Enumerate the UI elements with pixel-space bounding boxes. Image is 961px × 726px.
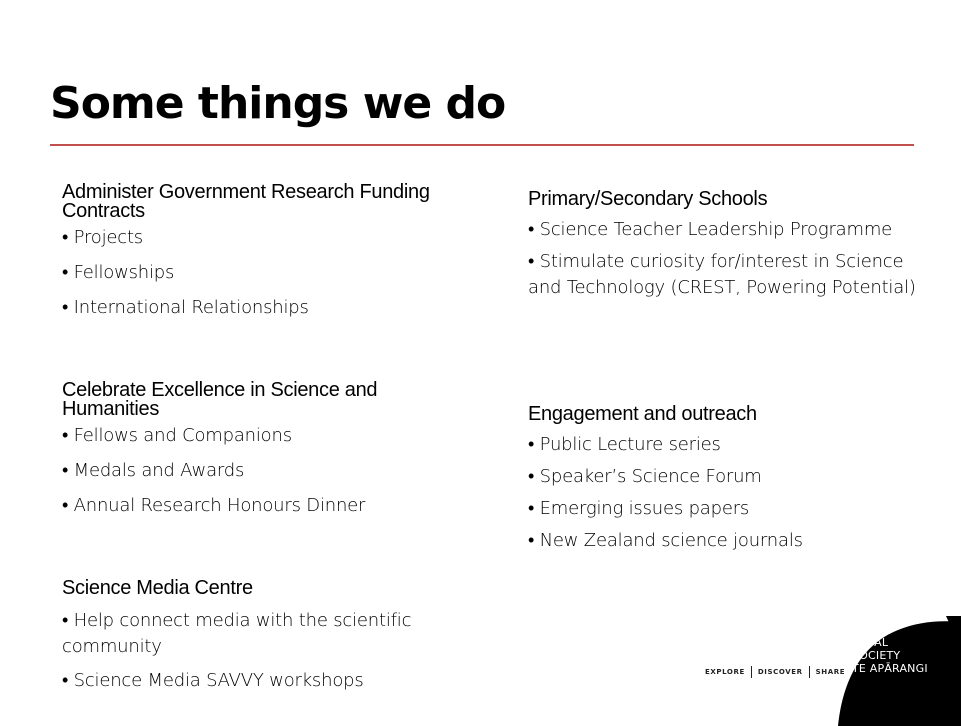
- tagline-explore: EXPLORE: [705, 668, 745, 676]
- logo-line: TE APĀRANGI: [852, 662, 928, 675]
- section-funding-contracts: [62, 183, 462, 330]
- tagline-share: SHARE: [815, 668, 846, 676]
- list-item: • Stimulate curiosity for/interest in Science and Technology (CREST, Powering Potential): [528, 249, 928, 301]
- list-item: • Science Teacher Leadership Programme: [528, 217, 928, 243]
- list-item: • Fellowships: [62, 260, 462, 286]
- section-heading: Administer Government Research Funding Contracts: [62, 181, 430, 222]
- tagline-divider: [809, 666, 810, 678]
- list-item: • New Zealand science journals: [528, 528, 928, 554]
- section-heading: Celebrate Excellence in Science and Humanities: [62, 379, 378, 420]
- list-item: • Medals and Awards: [62, 458, 462, 484]
- list-item: • Projects: [62, 225, 462, 251]
- title-underline: [50, 144, 914, 146]
- list-item: • International Relationships: [62, 295, 462, 321]
- bullet-list: [528, 432, 928, 554]
- list-item: • Fellows and Companions: [62, 423, 462, 449]
- logo-line: SOCIETY: [852, 649, 901, 662]
- section-heading: Engagement and outreach: [528, 403, 757, 425]
- tagline-divider: [751, 666, 752, 678]
- list-item: • Speaker’s Science Forum: [528, 464, 928, 490]
- list-item: • Help connect media with the scientific community: [62, 608, 462, 660]
- section-heading: Primary/Secondary Schools: [528, 188, 768, 210]
- list-item: • Public Lecture series: [528, 432, 928, 458]
- section-science-media-centre: [62, 579, 462, 702]
- slide-title: Some things we do: [50, 78, 506, 129]
- list-item: • Emerging issues papers: [528, 496, 928, 522]
- bullet-list: [62, 225, 462, 321]
- section-celebrate-excellence: [62, 381, 462, 528]
- tagline-discover: DISCOVER: [757, 668, 803, 676]
- logo-tagline: [705, 666, 845, 678]
- logo-line: ROYAL: [852, 636, 889, 649]
- section-engagement-outreach: [528, 405, 928, 560]
- bullet-list: [62, 423, 462, 519]
- bullet-list: [528, 217, 928, 301]
- bullet-list: [62, 608, 462, 694]
- royal-society-logo-text: [852, 636, 928, 675]
- list-item: • Annual Research Honours Dinner: [62, 493, 462, 519]
- section-schools: [528, 190, 928, 307]
- section-heading: Science Media Centre: [62, 577, 253, 599]
- list-item: • Science Media SAVVY workshops: [62, 668, 462, 694]
